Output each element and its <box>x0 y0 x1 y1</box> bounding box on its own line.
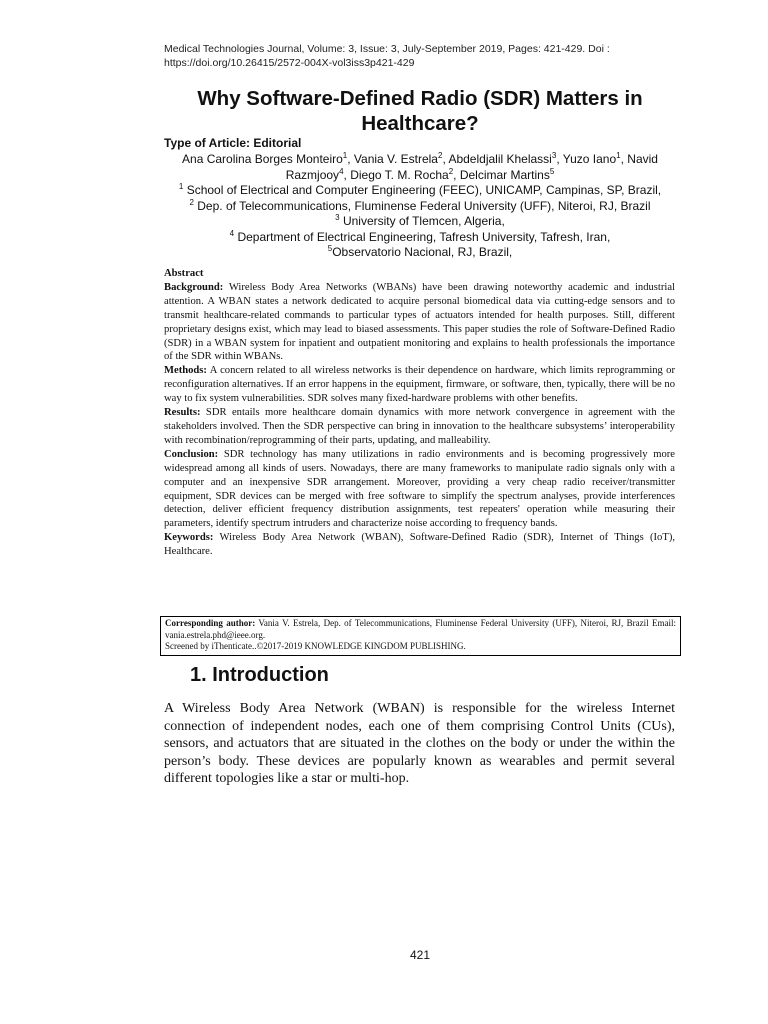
abstract-heading: Abstract <box>164 268 204 279</box>
author-list: Ana Carolina Borges Monteiro$^1$, Vania V. Estrela$^2$, Abdeldjalil Khelassi$^3$, Yuzo Iano$^1$, Navid Razmjooy$^4$, Diego T. M. Rocha$^2$, Delcimar Martins$^5$ <box>182 151 658 182</box>
journal-header <box>164 42 684 70</box>
author-affiliation-mark: 1 <box>342 151 348 160</box>
abstract-conclusion: Conclusion: SDR technology has many utilizations in radio environments and is becoming progressively more widespread among all kinds of users. Nowadays, there are many frameworks to manipulate radio signals only with a computer and an inexpensive SDR arrangement. Moreover, providing a very cheap radio receiver/transmitter equipment, SDR devices can be merged with free software to simplify the spectrum analyses, provide interferences detection, deliver efficient frequency distribution assignments, test repeaters' operation while measuring their parameters, identify spectrum intruders and characterize noise according to frequency bands. <box>164 448 675 530</box>
author-name: Ana Carolina Borges Monteiro <box>182 152 343 166</box>
author-affiliation-mark: 5 <box>549 166 555 176</box>
corresponding-author: Corresponding author: Vania V. Estrela, Dep. of Telecommunications, Fluminense Federal University (UFF), Niteroi, RJ, Brazil Email: vania.estrela.phd@ieee.org. <box>165 618 676 640</box>
author-name: Delcimar Martins <box>459 167 550 182</box>
page-number: 421 <box>409 948 431 962</box>
abstract <box>164 267 675 559</box>
authors-block <box>150 152 690 261</box>
introduction-paragraph: A Wireless Body Area Network (WBAN) is responsible for the wireless Internet connection of independent nodes, each one of them comprising Control Units (CUs), sensors, and actuators that are situated in the clothes on the body or under the within the person’s body. These devices are popularly known as wearables and permit several different topologies like a star or multi-hop. <box>164 701 675 787</box>
author-affiliation-mark: 2 <box>437 151 443 160</box>
corresponding-author-box <box>160 616 681 656</box>
screened-note: Screened by iThenticate..©2017-2019 KNOWLEDGE KINGDOM PUBLISHING. <box>165 641 466 651</box>
affiliation: $^2$ Dep. of Telecommunications, Fluminense Federal University (UFF), Niteroi, RJ, Brazil <box>189 197 651 213</box>
affiliation: $^4$ Department of Electrical Engineering, Tafresh University, Tafresh, Iran, <box>229 228 611 244</box>
affiliation: $^5$Observatorio Nacional, RJ, Brazil, <box>327 244 513 259</box>
abstract-methods: Methods: A concern related to all wireless networks is their dependence on hardware, which limits reprogramming or reconfiguration alternatives. If an error happens in the equipment, firmware, or software, then, typically, there will be no way to fix system vulnerabilities. SDR solves many fixed-hardware problems with other benefits. <box>164 365 675 405</box>
author-name: Vania V. Estrela <box>353 152 438 166</box>
author-name: Yuzo Iano <box>562 152 617 166</box>
author-affiliation-mark: 4 <box>339 166 344 176</box>
article-type: Type of Article: Editorial <box>164 136 302 150</box>
author-name: Abdeldjalil Khelassi <box>448 152 552 166</box>
author-name: Navid Razmjooy <box>285 152 658 182</box>
paper-title: Why Software-Defined Radio (SDR) Matters in Healthcare? <box>197 87 643 135</box>
affiliation: $^3$ University of Tlemcen, Algeria, <box>335 213 505 228</box>
author-affiliation-mark: 1 <box>616 151 621 160</box>
journal-citation: Medical Technologies Journal, Volume: 3, Issue: 3, July-September 2019, Pages: 421-429. Doi : <box>164 43 610 55</box>
section-heading-introduction: 1. Introduction <box>190 664 329 686</box>
abstract-results: Results: SDR entails more healthcare domain dynamics with more network convergence in agreement with the stakeholders involved. Then the SDR perspective can bring in innovation to the healthcare subsystems’ interoperability with recombination/reprogramming of their parts, updating, and malleability. <box>164 407 675 446</box>
author-affiliation-mark: 3 <box>551 151 557 160</box>
abstract-keywords: Keywords: Wireless Body Area Network (WBAN), Software-Defined Radio (SDR), Internet of Things (IoT), Healthcare. <box>164 532 675 558</box>
abstract-background: Background: Wireless Body Area Networks (WBANs) have been drawing noteworthy academic and industrial attention. A WBAN states a network dedicated to acquire personal biomedical data via cutting-edge sensors and to transmit healthcare-related commands to particular types of actuators intended for health purposes. Still, different proprietary designs exist, which may lead to biased assessments. This paper studies the role of Software-Defined Radio (SDR) in a WBAN system for inpatient and outpatient monitoring and explains to health professionals the importance of the SDR within WBANs. <box>164 281 675 363</box>
affiliation: $^1$ School of Electrical and Computer Engineering (FEEC), UNICAMP, Campinas, SP, Brazil, <box>178 182 662 197</box>
author-affiliation-mark: 2 <box>448 166 454 176</box>
doi-link[interactable]: https://doi.org/10.26415/2572-004X-vol3iss3p421-429 <box>164 57 415 69</box>
author-name: Diego T. M. Rocha <box>350 167 449 182</box>
